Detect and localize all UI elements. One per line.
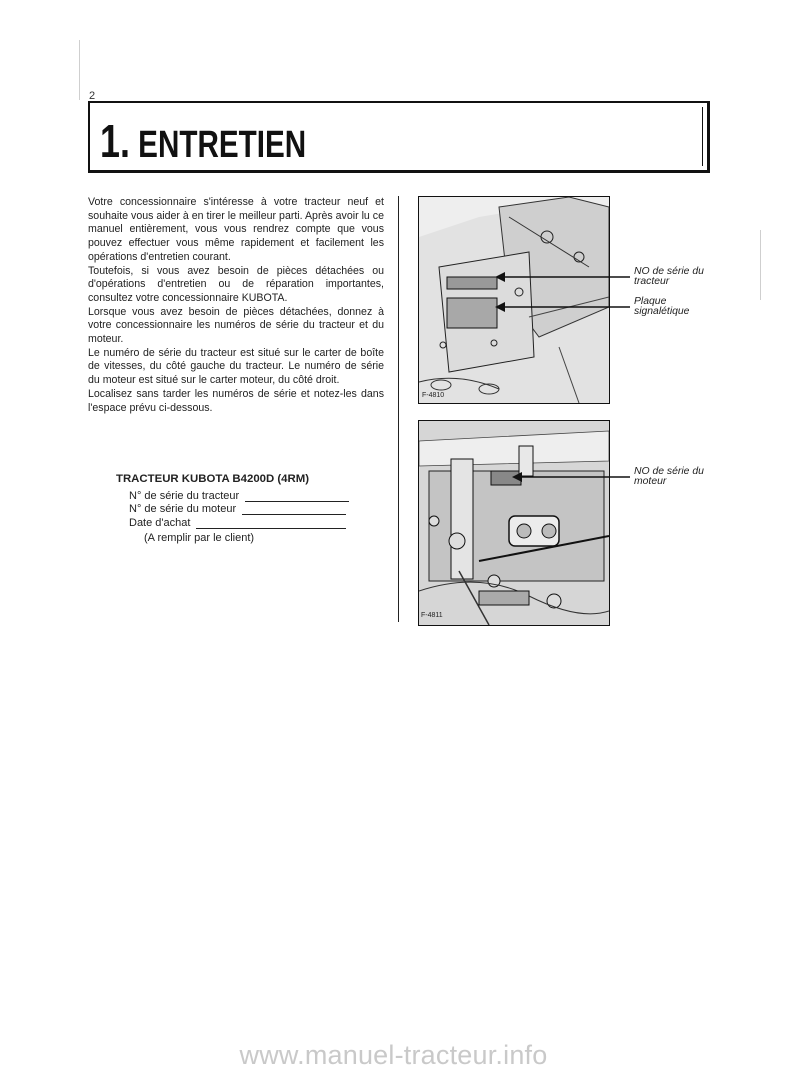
form-row-purchase-date [116, 515, 349, 529]
figure-id-label: F-4810 [422, 392, 445, 399]
callout-arrow-2 [512, 470, 630, 484]
form-label: Date d'achat [129, 516, 191, 529]
form-label: N° de série du tracteur [129, 489, 240, 502]
engine-illustration [419, 421, 609, 625]
form-row-tractor-serial [116, 488, 349, 502]
paragraph: Lorsque vous avez besoin de pièces détachées, donnez à votre concessionnaire les numéros de série du tracteur et du moteur. [88, 305, 384, 346]
serial-number-form [116, 473, 349, 544]
figure-id-label: F-4811 [421, 612, 443, 619]
callout-arrows-1 [495, 270, 630, 320]
callout-tractor-serial: NO de série du tracteur [634, 266, 704, 287]
form-title: TRACTEUR KUBOTA B4200D (4RM) [116, 473, 310, 485]
engine-serial-field[interactable] [242, 505, 346, 515]
scan-margin-mark [760, 230, 761, 300]
callout-engine-serial: NO de série du moteur [634, 466, 704, 487]
paragraph: Votre concessionnaire s'intéresse à votre tracteur neuf et souhaite vous aider à en tirer le meilleur parti. Après avoir lu ce manuel entièrement, vous vous rendrez compte que vous pouvez effectuer vous même rapidement et facilement les opérations d'entretien courant. [88, 196, 384, 263]
chapter-number: 1. [100, 115, 130, 167]
watermark: www.manuel-tracteur.info [239, 1040, 548, 1070]
column-divider [398, 196, 399, 622]
engine-photo [418, 420, 610, 626]
callout-nameplate: Plaque signalétique [634, 296, 690, 317]
arrow-icon [495, 272, 505, 282]
paragraph: Toutefois, si vous avez besoin de pièces détachées ou d'opérations d'entretien ou de réparation importantes, consultez votre concessionnaire KUBOTA. [88, 264, 384, 304]
purchase-date-field[interactable] [196, 519, 346, 529]
form-label: N° de série du moteur [129, 503, 237, 515]
paragraph: Le numéro de série du tracteur est situé sur le carter de boîte de vitesses, du côté gauche du tracteur. Le numéro de série du moteur est situé sur le carter moteur, du côté droit. [88, 346, 384, 387]
chapter-title [100, 114, 306, 168]
title-box-rule [702, 107, 703, 166]
form-row-engine-serial [116, 502, 349, 516]
form-note: (A remplir par le client) [144, 531, 255, 544]
arrow-icon [495, 302, 505, 312]
chapter-name: ENTRETIEN [138, 124, 307, 166]
arrow-icon [512, 472, 522, 482]
tractor-serial-field[interactable] [245, 492, 349, 502]
body-text [88, 196, 384, 415]
paragraph: Localisez sans tarder les numéros de série et notez-les dans l'espace prévu ci-dessous. [88, 387, 384, 414]
page-number: 2 [89, 90, 96, 102]
scan-margin-mark [79, 40, 80, 100]
